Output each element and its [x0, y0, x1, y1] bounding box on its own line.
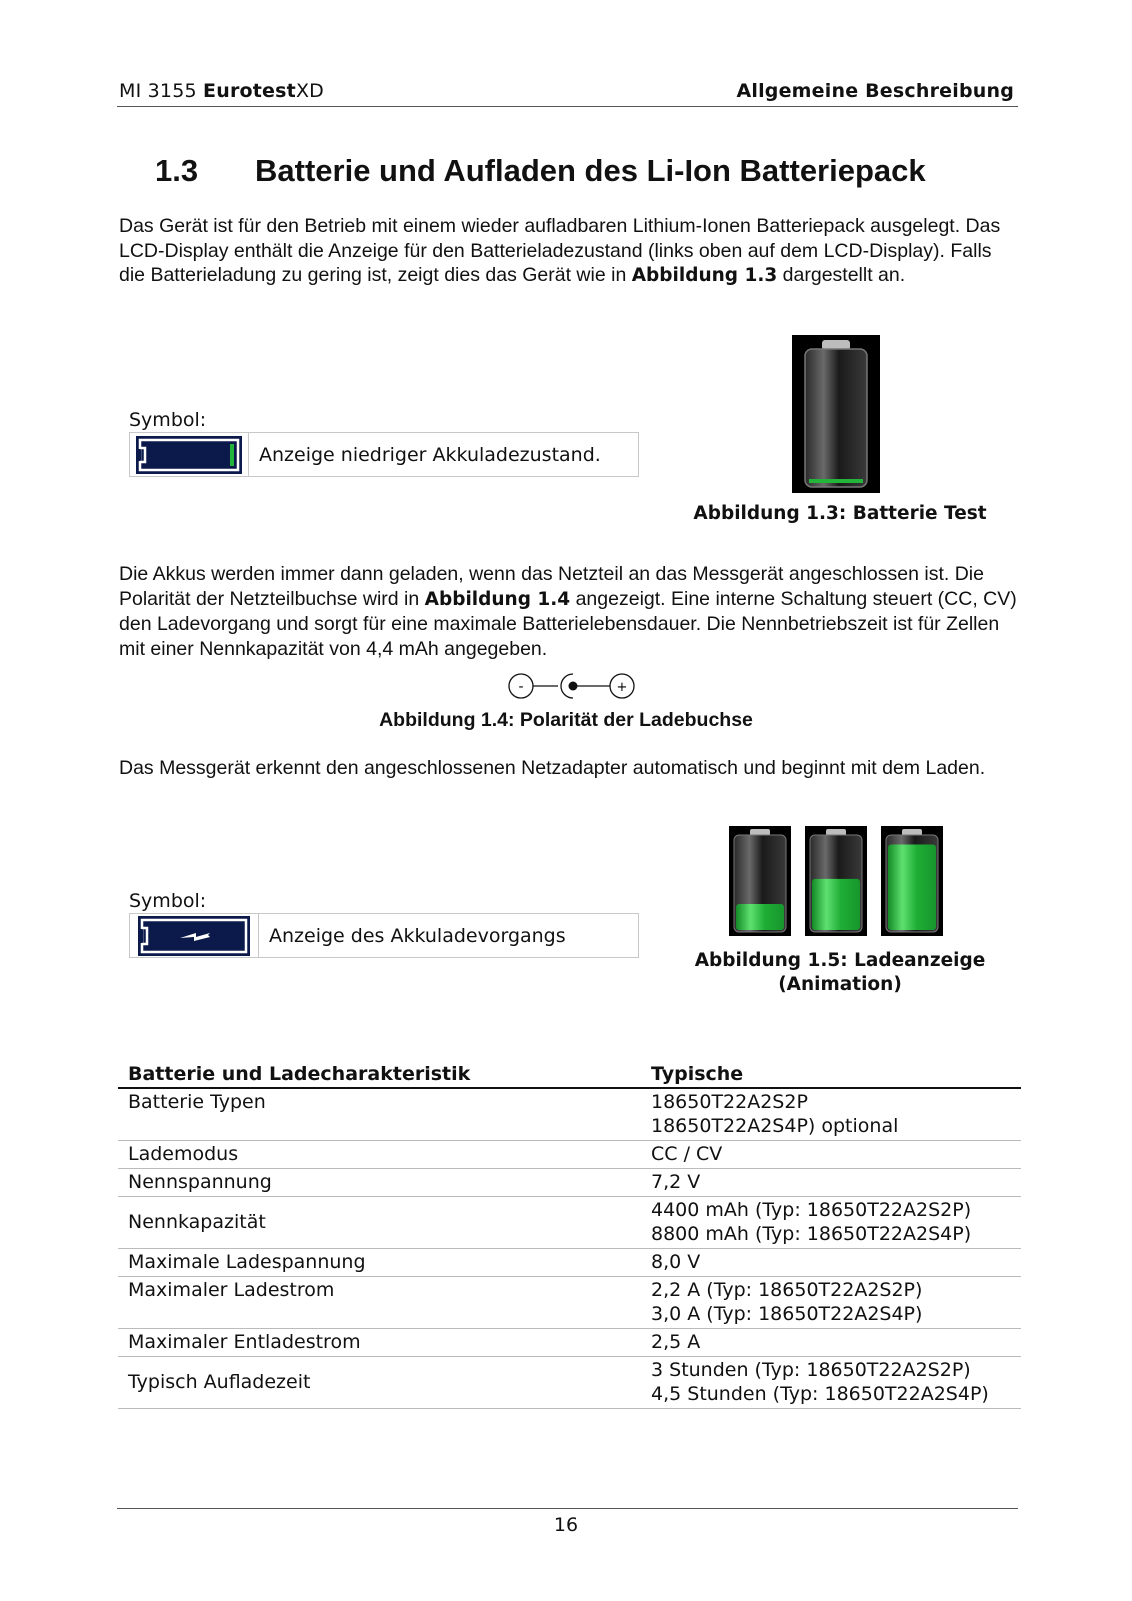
- table-row: [118, 1329, 1021, 1357]
- charging-cell-1: [729, 826, 791, 936]
- table-cell-value: [641, 1088, 1021, 1141]
- symbol-table-low-battery: [129, 432, 639, 477]
- table-row: [118, 1141, 1021, 1169]
- header-rule: [117, 106, 1018, 107]
- polarity-diagram: [506, 671, 636, 701]
- table-cell-value: [641, 1357, 1021, 1409]
- table-cell-value-line: 8800 mAh (Typ: 18650T22A2S4P): [651, 1223, 972, 1245]
- table-row: [118, 1277, 1021, 1329]
- header-product-bold: Eurotest: [203, 80, 296, 102]
- table-cell-value-line: 4,5 Stunden (Typ: 18650T22A2S4P): [651, 1383, 989, 1405]
- table-row: [118, 1249, 1021, 1277]
- paragraph-intro: [119, 214, 1019, 289]
- header-model: MI 3155: [119, 80, 197, 102]
- figure-1-5-caption-line1: Abbildung 1.5: Ladeanzeige: [694, 950, 986, 971]
- paragraph-charging-ref: Abbildung 1.4: [424, 588, 571, 610]
- battery-spec-table: [118, 1059, 1021, 1409]
- symbol-label-low-battery: Symbol:: [129, 409, 207, 431]
- page-number: 16: [553, 1514, 579, 1536]
- low-battery-lcd-icon: [130, 433, 249, 476]
- table-cell-label: Maximaler Ladestrom: [118, 1277, 641, 1329]
- symbol-description-low-battery: Anzeige niedriger Akkuladezustand.: [259, 443, 601, 466]
- table-cell-value: [641, 1249, 1021, 1277]
- table-cell-label: Batterie Typen: [118, 1088, 641, 1141]
- paragraph-intro-ref: Abbildung 1.3: [631, 265, 778, 286]
- table-cell-value: [641, 1141, 1021, 1169]
- figure-1-4-caption: Abbildung 1.4: Polarität der Ladebuchse: [379, 709, 753, 731]
- table-cell-value: [641, 1329, 1021, 1357]
- paragraph-intro-text-a: Das Gerät ist für den Betrieb mit einem wieder aufladbaren Lithium-Ionen Batteriepack ausgelegt. Das LCD-Display enthält die Anzeige für den Batterieladezustand (links oben auf dem LCD-Display). Falls die Batterieladung zu gering ist, zeigt dies das Gerät wie in: [119, 215, 1001, 286]
- table-cell-value-line: 2,5 A: [651, 1331, 701, 1353]
- footer-rule: [117, 1508, 1018, 1509]
- table-cell-label: Maximaler Entladestrom: [118, 1329, 641, 1357]
- paragraph-autodetect: Das Messgerät erkennt den angeschlossenen Netzadapter automatisch und beginnt mit dem Laden.: [119, 757, 986, 779]
- paragraph-charging-text-b: angezeigt. Eine interne Schaltung steuert (CC, CV) den Ladevorgang und sorgt für eine maximale Batterielebensdauer. Die Nennbetriebszeit ist für Zellen mit einer Nennkapazität von 4,4 mAh angegeben.: [119, 587, 1017, 660]
- charging-animation: [729, 826, 943, 938]
- table-cell-label: Maximale Ladespannung: [118, 1249, 641, 1277]
- header-product-suffix: XD: [295, 80, 324, 102]
- low-battery-icon: [136, 436, 242, 474]
- battery-test-icon: [792, 335, 880, 493]
- table-cell-value-line: 18650T22A2S4P) optional: [651, 1115, 899, 1137]
- table-cell-label: Lademodus: [118, 1141, 641, 1169]
- section-number: 1.3: [155, 153, 199, 188]
- table-cell-value: [641, 1277, 1021, 1329]
- charging-cell-2: [805, 826, 867, 936]
- table-header-row: [118, 1059, 1021, 1088]
- table-cell-value-line: CC / CV: [651, 1143, 723, 1165]
- table-cell-label: Typisch Aufladezeit: [118, 1357, 641, 1409]
- table-cell-value-line: 8,0 V: [651, 1251, 701, 1273]
- charge-level-fill-3: [888, 844, 936, 930]
- polarity-plus-label: +: [616, 680, 628, 695]
- table-cell-label: Nennspannung: [118, 1169, 641, 1197]
- charge-level-fill-1: [736, 904, 784, 930]
- section-title: [155, 153, 926, 189]
- table-cell-value-line: 18650T22A2S2P: [651, 1091, 808, 1113]
- symbol-table-charging: [129, 913, 639, 958]
- section-title-text: Batterie und Aufladen des Li-Ion Batteriepack: [255, 153, 926, 188]
- table-header-characteristic: Batterie und Ladecharakteristik: [118, 1059, 641, 1088]
- header-right: Allgemeine Beschreibung: [736, 80, 1014, 102]
- table-cell-value-line: 3 Stunden (Typ: 18650T22A2S2P): [651, 1359, 971, 1381]
- table-cell-value: [641, 1197, 1021, 1249]
- symbol-description-charging: Anzeige des Akkuladevorgangs: [269, 924, 566, 947]
- figure-1-5-caption: [680, 949, 1000, 997]
- charging-icon: [138, 916, 250, 956]
- table-row: [118, 1169, 1021, 1197]
- figure-1-5-caption-line2: (Animation): [778, 974, 902, 995]
- table-cell-label: Nennkapazität: [118, 1197, 641, 1249]
- table-header-typical: Typische: [641, 1059, 1021, 1088]
- table-cell-value-line: 4400 mAh (Typ: 18650T22A2S2P): [651, 1199, 972, 1221]
- header-left: [119, 80, 324, 102]
- table-cell-value: [641, 1169, 1021, 1197]
- table-cell-value-line: 7,2 V: [651, 1171, 701, 1193]
- paragraph-charging-text-a: Die Akkus werden immer dann geladen, wenn das Netzteil an das Messgerät angeschlossen ist. Die Polarität der Netzteilbuchse wird in: [119, 563, 984, 610]
- table-row: [118, 1088, 1021, 1141]
- table-row: [118, 1197, 1021, 1249]
- figure-1-3-caption: Abbildung 1.3: Batterie Test: [693, 503, 987, 524]
- polarity-minus-label: -: [518, 679, 524, 695]
- paragraph-intro-text-b: dargestellt an.: [777, 264, 906, 286]
- table-cell-value-line: 2,2 A (Typ: 18650T22A2S2P): [651, 1279, 923, 1301]
- paragraph-charging: [119, 562, 1019, 661]
- table-cell-value-line: 3,0 A (Typ: 18650T22A2S4P): [651, 1303, 923, 1325]
- charging-lcd-icon: [130, 914, 259, 957]
- symbol-label-charging: Symbol:: [129, 890, 207, 912]
- table-row: [118, 1357, 1021, 1409]
- charge-level-fill-2: [812, 879, 860, 930]
- charging-cell-3: [881, 826, 943, 936]
